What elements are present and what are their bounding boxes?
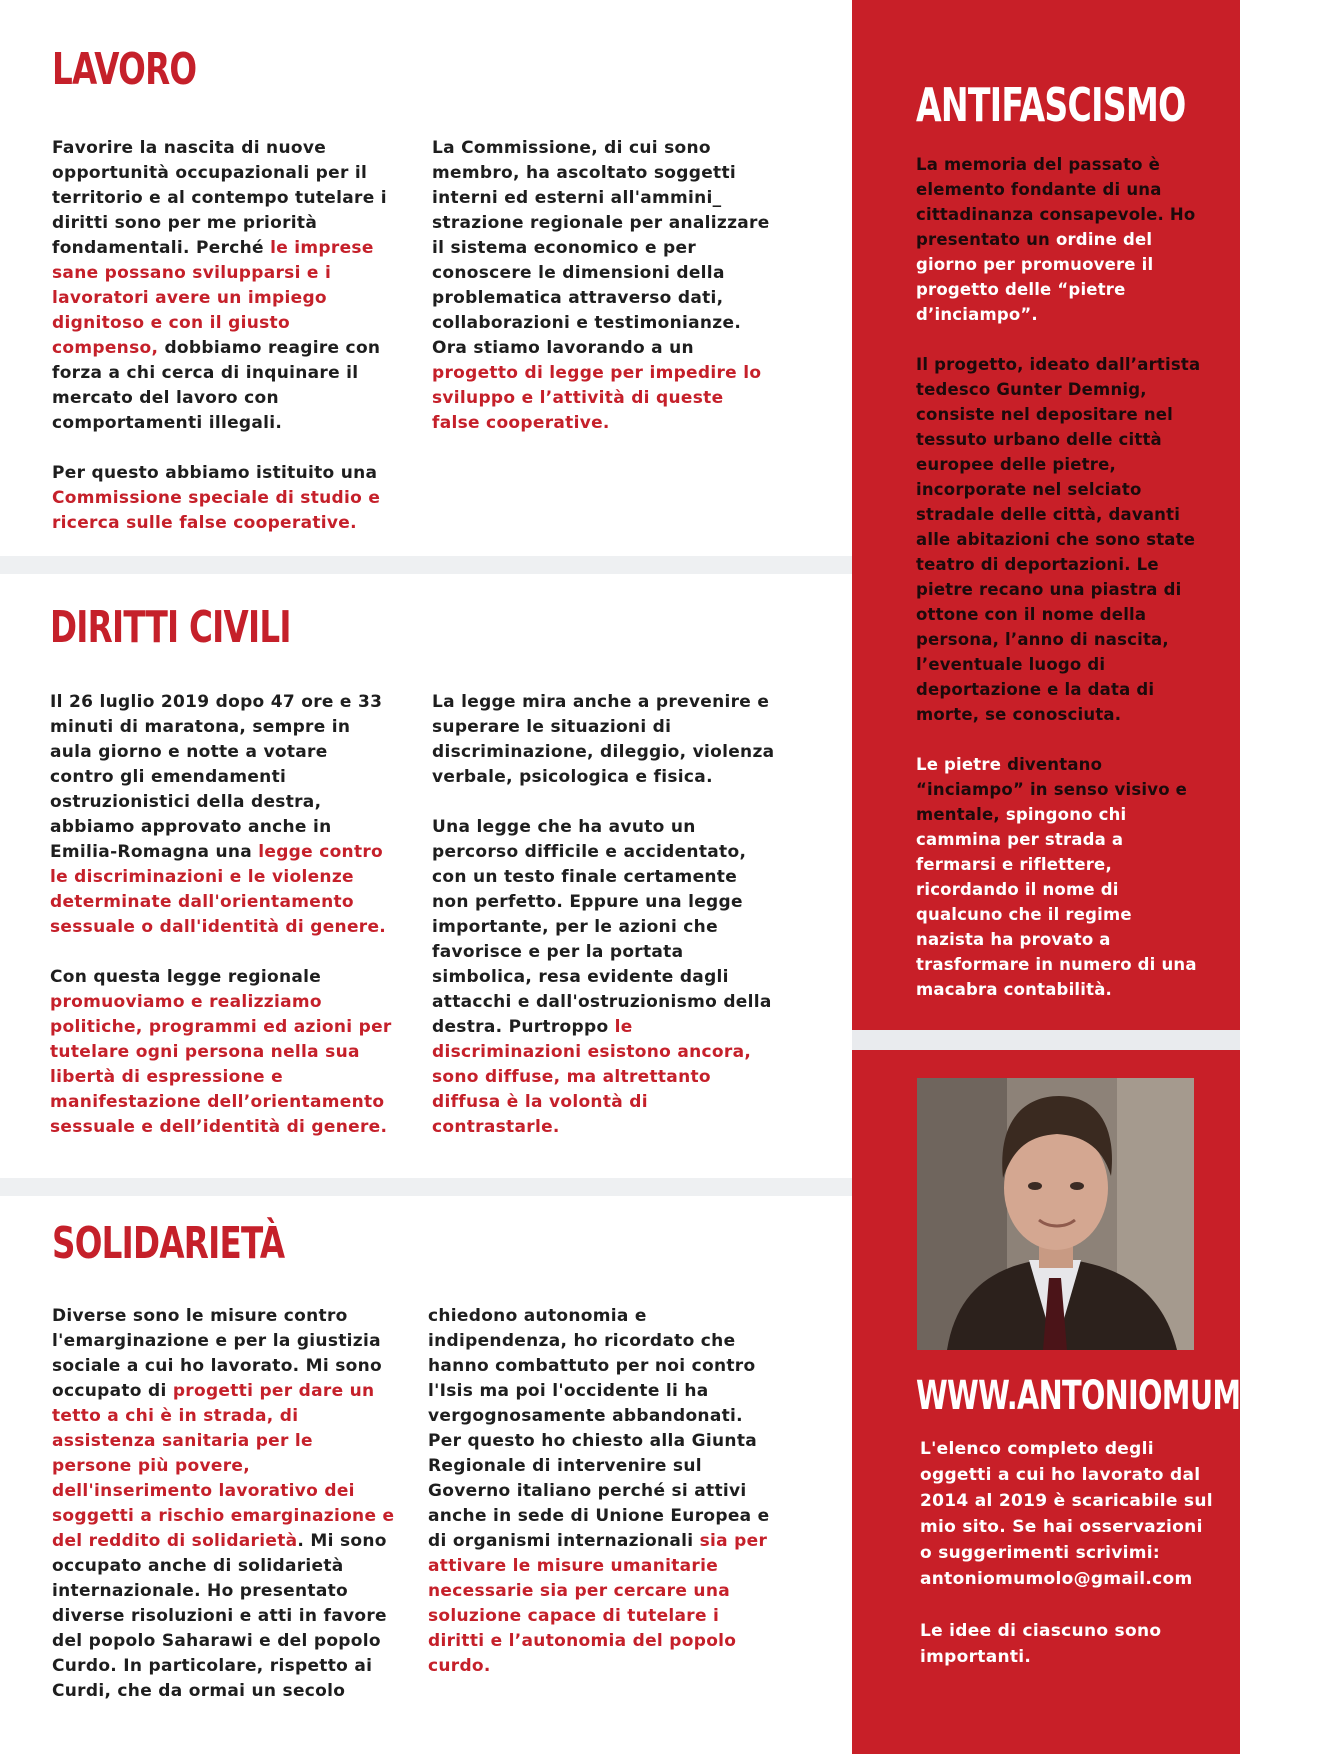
antifascismo-highlight-ordine: ordine del giorno per promuovere il progetto delle “pietre d’inciampo”. [916, 230, 1154, 324]
section-title-antifascismo: ANTIFASCISMO [916, 78, 1186, 132]
lavoro-left-column [52, 136, 397, 536]
contact-text [920, 1436, 1220, 1670]
section-solidarieta [0, 1196, 852, 1754]
solidarieta-left-column [52, 1304, 397, 1704]
lavoro-highlight-progetto: progetto di legge per impedire lo sviluppo e l’attività di queste false cooperative. [432, 363, 762, 433]
contact-email-link[interactable]: antoniomumolo@gmail.com [920, 1569, 1193, 1589]
section-diritti-civili [0, 574, 852, 1178]
antifascismo-highlight-spingono: spingono chi cammina per strada a fermarsi e riflettere, ricordando il nome di qualcuno che il regime nazista ha provato a trasformare in numero di una macabra contabilità. [916, 805, 1197, 999]
lavoro-right-column [432, 136, 777, 436]
section-divider [0, 556, 852, 574]
solidarieta-left-paragraph-1: Diverse sono le misure contro l'emarginazione e per la giustizia sociale a cui ho lavorato. Mi sono occupato di progetti per dare un tetto a chi è in strada, di assistenza sanitaria per le persone più povere, dell'inserimento lavorativo dei soggetti a rischio emarginazione e del reddito di solidarietà. Mi sono occupato anche di solidarietà internazionale. Ho presentato diverse risoluzioni e atti in favore del popolo Saharawi e del popolo Curdo. In particolare, rispetto ai Curdi, che da ormai un secolo [52, 1306, 395, 1701]
section-divider [0, 1178, 852, 1196]
antifascismo-paragraph-2: Il progetto, ideato dall’artista tedesco Gunter Demnig, consiste nel depositare nel tessuto urbano delle città europee delle pietre, incorporate nel selciato stradale delle città, davanti alle abitazioni che sono state teatro di deportazioni. Le pietre recano una piastra di ottone con il nome della persona, l’anno di nascita, l’eventuale luogo di deportazione e la data di morte, se conosciuta. [916, 355, 1201, 724]
antifascismo-text [916, 152, 1206, 1002]
sidebar-divider [852, 1030, 1240, 1050]
antifascismo-paragraph-1: La memoria del passato è elemento fondante di una cittadinanza consapevole. Ho presentato un ordine del giorno per promuovere il progetto delle “pietre d’inciampo”. [916, 155, 1196, 324]
section-title-lavoro: LAVORO [52, 44, 197, 95]
diritti-right-column [432, 690, 777, 1140]
solidarieta-right-paragraph-1: chiedono autonomia e indipendenza, ho ricordato che hanno combattuto per noi contro l'Isis ma poi l'occidente li ha vergognosamente abbandonati. Per questo ho chiesto alla Giunta Regionale di intervenire sul Governo italiano perché si attivi anche in sede di Unione Europea e di organismi internazionali sia per attivare le misure umanitarie necessarie sia per cercare una soluzione capace di tutelare i diritti e l’autonomia del popolo curdo. [428, 1306, 770, 1676]
lavoro-left-paragraph-2: Per questo abbiamo istituito una Commissione speciale di studio e ricerca sulle false cooperative. [52, 463, 381, 533]
solidarieta-right-column [428, 1304, 773, 1679]
diritti-left-paragraph-1: Il 26 luglio 2019 dopo 47 ore e 33 minuti di maratona, sempre in aula giorno e notte a votare contro gli emendamenti ostruzionistici della destra, abbiamo approvato anche in Emilia-Romagna una legge contro le discriminazioni e le violenze determinate dall'orientamento sessuale o dall'identità di genere. [50, 692, 387, 937]
diritti-right-paragraph-2: Una legge che ha avuto un percorso difficile e accidentato, con un testo finale certamente non perfetto. Eppure una legge importante, per le azioni che favorisce e per la portata simbolica, resa evidente dagli attacchi e dall'ostruzionismo della destra. Purtroppo le discriminazioni esistono ancora, sono diffuse, ma altrettanto diffusa è la volontà di contrastarle. [432, 817, 772, 1137]
lavoro-left-paragraph-1: Favorire la nascita di nuove opportunità occupazionali per il territorio e al contempo tutelare i diritti sono per me priorità fondamentali. Perché le imprese sane possano svilupparsi e i lavoratori avere un impiego dignitoso e con il giusto compenso, dobbiamo reagire con forza a chi cerca di inquinare il mercato del lavoro con comportamenti illegali. [52, 138, 387, 433]
section-lavoro [0, 0, 852, 556]
lavoro-highlight-commissione: Commissione speciale di studio e ricerca sulle false cooperative. [52, 488, 381, 533]
diritti-left-column [50, 690, 395, 1140]
antifascismo-paragraph-3: Le pietre diventano “inciampo” in senso visivo e mentale, spingono chi cammina per strada a fermarsi e riflettere, ricordando il nome di qualcuno che il regime nazista ha provato a trasformare in numero di una macabra contabilità. [916, 755, 1197, 999]
diritti-right-paragraph-1: La legge mira anche a prevenire e superare le situazioni di discriminazione, dileggio, violenza verbale, psicologica e fisica. [432, 692, 775, 787]
contact-paragraph-2: Le idee di ciascuno sono importanti. [920, 1621, 1162, 1667]
section-title-diritti-civili: DIRITTI CIVILI [50, 602, 291, 653]
portrait-illustration [917, 1078, 1194, 1350]
website-title: WWW.ANTONIOMUMOLO.IT [916, 1373, 1343, 1419]
diritti-left-paragraph-2: Con questa legge regionale promuoviamo e realizziamo politiche, programmi ed azioni per tutelare ogni persona nella sua libertà di espressione e manifestazione dell’orientamento sessuale e dell’identità di genere. [50, 967, 392, 1137]
diritti-highlight-legge: legge contro le discriminazioni e le violenze determinate dall'orientamento sessuale o dall'identità di genere. [50, 842, 387, 937]
diritti-highlight-politiche: promuoviamo e realizziamo politiche, programmi ed azioni per tutelare ogni persona nella sua libertà di espressione e manifestazione dell’orientamento sessuale e dell’identità di genere. [50, 992, 392, 1137]
diritti-highlight-discriminazioni: le discriminazioni esistono ancora, sono diffuse, ma altrettanto diffusa è la volontà di contrastarle. [432, 1017, 752, 1137]
portrait-photo [917, 1078, 1194, 1350]
lavoro-highlight-imprese: le imprese sane possano svilupparsi e i lavoratori avere un impiego dignitoso e con il giusto compenso, [52, 238, 374, 358]
solidarieta-highlight-misure: sia per attivare le misure umanitarie necessarie sia per cercare una soluzione capace di tutelare i diritti e l’autonomia del popolo curdo. [428, 1531, 768, 1676]
section-title-solidarieta: SOLIDARIETÀ [52, 1218, 285, 1269]
solidarieta-highlight-progetti: progetti per dare un tetto a chi è in strada, di assistenza sanitaria per le persone più povere, dell'inserimento lavorativo dei soggetti a rischio emarginazione e del reddito di solidarietà [52, 1381, 395, 1551]
contact-paragraph-1: L'elenco completo degli oggetti a cui ho lavorato dal 2014 al 2019 è scaricabile sul mio sito. Se hai osservazioni o suggerimenti scrivimi: antoniomumolo@gmail.com [920, 1439, 1213, 1589]
lavoro-right-paragraph-1: La Commissione, di cui sono membro, ha ascoltato soggetti interni ed esterni all'ammini_ strazione regionale per analizzare il sistema economico e per conoscere le dimensioni della problematica attraverso dati, collaborazioni e testimonianze. Ora stiamo lavorando a un progetto di legge per impedire lo sviluppo e l’attività di queste false cooperative. [432, 138, 770, 433]
